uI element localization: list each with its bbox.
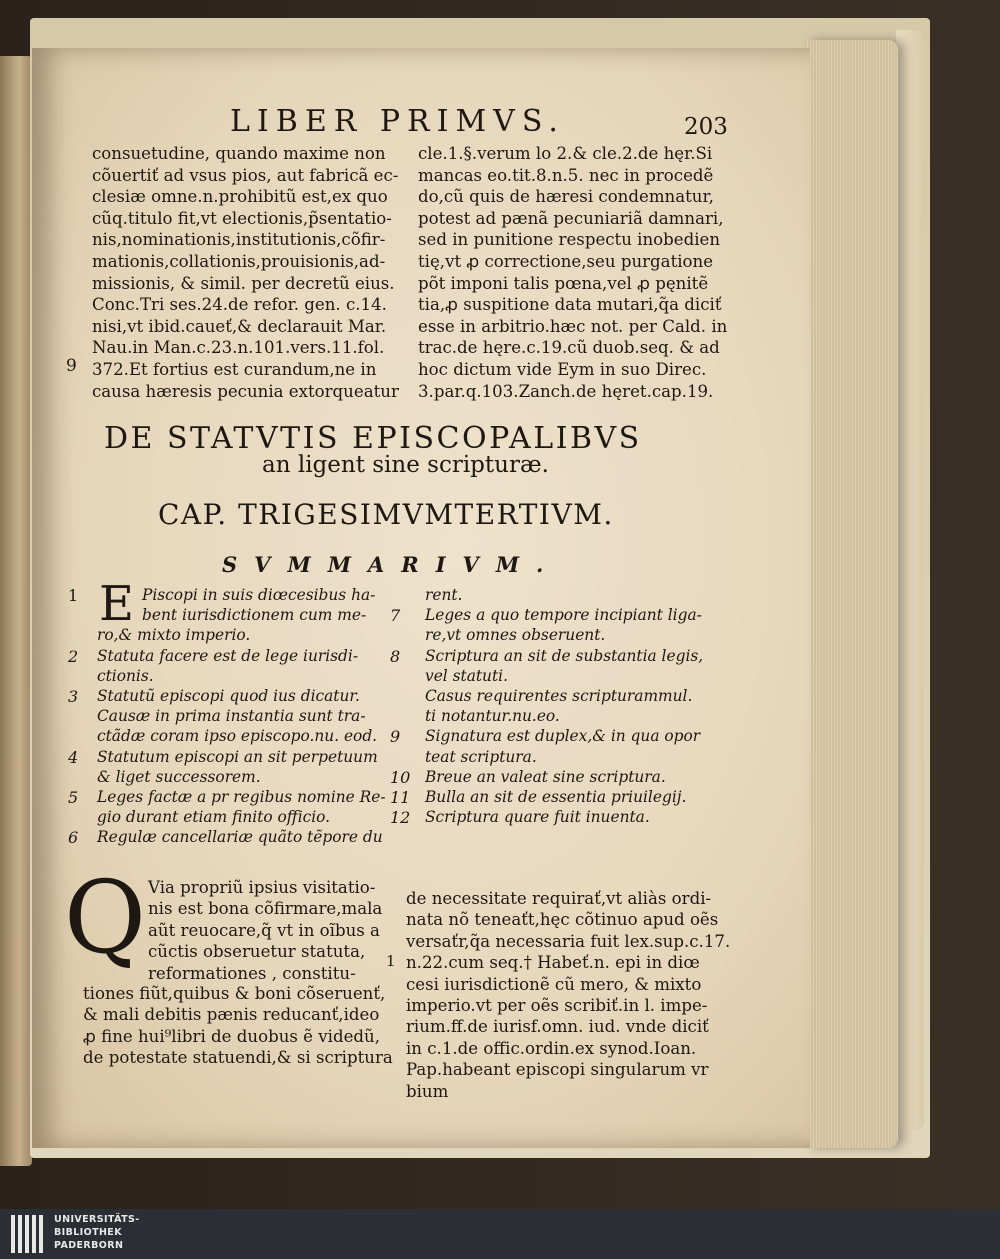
summary-line: Statuta facere est de lege iurisdi- <box>97 646 359 665</box>
summary-line: teat scriptura. <box>425 747 537 766</box>
institution-line: BIBLIOTHEK <box>54 1227 122 1238</box>
summary-number: 4 <box>68 747 79 767</box>
text-line: aũt reuocare,q̃ vt in oĩbus a <box>148 920 380 940</box>
summary-number: 5 <box>68 788 79 807</box>
text-line: bium <box>406 1081 449 1101</box>
fore-edge <box>896 30 924 1130</box>
text-line: hoc dictum vide Eym in suo Direc. <box>418 359 707 379</box>
summary-line: ro,& mixto imperio. <box>97 626 251 645</box>
body-margin-number: 1 <box>386 952 396 970</box>
text-line: cõuertiť ad vsus pios, aut fabricã ec- <box>92 165 399 185</box>
summary-line: Leges a quo tempore incipiant liga- <box>425 606 702 625</box>
summary-line: Statutum episcopi an sit perpetuum <box>97 747 378 766</box>
text-line: Conc.Tri ses.24.de refor. gen. c.14. <box>92 295 387 315</box>
summary-line: Breue an valeat sine scriptura. <box>425 767 666 786</box>
text-line: cũq.titulo fit,vt electionis,p̃sentatio- <box>92 208 392 228</box>
text-line: Via propriũ ipsius visitatio- <box>148 878 376 897</box>
summary-line: & liget successorem. <box>97 767 261 786</box>
summary-line: re,vt omnes obseruent. <box>425 626 606 645</box>
summary-line: Bulla an sit de essentia priuilegij. <box>425 788 687 806</box>
summary-line: Piscopi in suis diœcesibus ha- <box>142 586 376 604</box>
summary-number: 3 <box>68 687 79 706</box>
summary-line: ctionis. <box>97 666 154 685</box>
text-line: potest ad pænã pecuniariã damnari, <box>418 208 724 228</box>
text-line: sed in punitione respectu inobedien <box>418 230 721 250</box>
footer-bar <box>0 1209 1000 1259</box>
text-line: cesi iurisdictionẽ cũ mero, & mixto <box>406 974 702 994</box>
institution-line: PADERBORN <box>54 1240 124 1251</box>
page-number: 203 <box>684 114 728 140</box>
summary-line: gio durant etiam finito officio. <box>97 808 331 827</box>
body-left-full <box>83 983 393 1069</box>
margin-number: 9 <box>66 356 77 376</box>
text-line: de necessitate requirať,vt aliàs ordi- <box>406 889 712 908</box>
text-line: consuetudine, quando maxime non <box>92 144 386 163</box>
text-line: n.22.cum seq.† Habeť.n. epi in diœ <box>406 953 700 973</box>
text-line: mationis,collationis,prouisionis,ad- <box>92 251 386 271</box>
summary-line: Scriptura quare fuit inuenta. <box>425 808 650 827</box>
text-line: ꝓ fine hui⁹libri de duobus ẽ videdũ, <box>83 1026 380 1046</box>
summary-line: Statutũ episcopi quod ius dicatur. <box>97 687 360 705</box>
text-line: 3.par.q.103.Zanch.de hęret.cap.19. <box>418 381 714 401</box>
summary-line: rent. <box>425 586 463 604</box>
text-line: nisi,vt ibid.caueť,& declarauit Mar. <box>92 316 387 336</box>
summary-number: 9 <box>390 727 401 747</box>
top-left-column <box>92 143 399 402</box>
text-line: in c.1.de offic.ordin.ex synod.Ioan. <box>406 1038 697 1058</box>
text-line: de potestate statuendi,& si scriptura <box>83 1048 393 1068</box>
text-line: imperio.vt per oẽs scribiť.in l. impe- <box>406 996 708 1016</box>
text-line: mancas eo.tit.8.n.5. nec in procedẽ <box>418 165 714 185</box>
summary-number: 6 <box>68 828 79 848</box>
summary-line: ctãdæ coram ipso episcopo.nu. eod. <box>97 727 378 746</box>
summary-line: vel statuti. <box>425 666 508 685</box>
drop-cap-initial: Q <box>64 859 146 976</box>
text-line: tię,vt ꝓ correctione,seu purgatione <box>418 251 714 271</box>
summary-line: bent iurisdictionem cum me- <box>142 606 367 625</box>
text-line: cle.1.§.verum lo 2.& cle.2.de hęr.Si <box>418 144 713 163</box>
institution-line: UNIVERSITÄTS- <box>54 1214 140 1225</box>
library-logo-icon <box>8 1213 48 1255</box>
chapter-number: CAP. TRIGESIMVMTERTIVM. <box>158 498 614 531</box>
text-line: & mali debitis pænis reducanť,ideo <box>83 1005 380 1025</box>
summary-number: 12 <box>390 808 411 828</box>
summary-number: 1 <box>68 586 79 605</box>
text-line: tiones fiũt,quibus & boni cõseruenť, <box>83 984 386 1003</box>
summarium-initial: E <box>99 576 135 632</box>
text-line: cũctis obseruetur statuta, <box>148 942 366 962</box>
text-line: Nau.in Man.c.23.n.101.vers.11.fol. <box>92 338 385 358</box>
text-line: 372.Et fortius est curandum,ne in <box>92 359 377 379</box>
text-line: põt imponi talis pœna,vel ꝓ pęnitẽ <box>418 273 709 293</box>
summary-number: 11 <box>390 788 411 807</box>
text-line: nis,nominationis,institutionis,cõfir- <box>92 230 386 250</box>
summary-line: ti notantur.nu.eo. <box>425 707 560 726</box>
summary-line: Leges factæ a pr regibus nomine Re- <box>97 788 386 806</box>
summary-line: Signatura est duplex,& in qua opor <box>425 727 701 746</box>
text-line: do,cũ quis de hæresi condemnatur, <box>418 187 714 207</box>
text-line: nata nõ teneaťt,hęc cõtinuo apud oẽs <box>406 910 719 930</box>
left-page-edge <box>0 56 32 1166</box>
chapter-subtitle: an ligent sine scripturæ. <box>262 452 549 478</box>
text-line: reformationes , constitu- <box>148 963 356 983</box>
body-left-indented <box>148 877 382 984</box>
text-line: rium.ff.de iurisf.omn. iud. vnde diciť <box>406 1017 709 1037</box>
text-line: esse in arbitrio.hæc not. per Cald. in <box>418 316 728 336</box>
page-block-edges <box>806 40 898 1148</box>
summary-number: 10 <box>390 767 411 787</box>
summary-line: Casus requirentes scripturammul. <box>425 687 693 705</box>
institution-name <box>54 1213 140 1252</box>
text-line: Pap.habeant episcopi singularum vr <box>406 1060 709 1080</box>
summary-number: 7 <box>390 606 401 626</box>
text-line: nis est bona cõfirmare,mala <box>148 899 383 919</box>
text-line: clesiæ omne.n.prohibitũ est,ex quo <box>92 187 388 207</box>
running-title: LIBER PRIMVS. <box>230 104 565 139</box>
body-right-column <box>406 888 730 1102</box>
text-line: causa hæresis pecunia extorqueatur <box>92 381 399 401</box>
top-right-column <box>418 143 727 402</box>
summary-number: 8 <box>390 646 401 666</box>
text-line: missionis, & simil. per decretũ eius. <box>92 273 395 293</box>
summary-line: Scriptura an sit de substantia legis, <box>425 646 704 665</box>
text-line: versaťr,q̃a necessaria fuit lex.sup.c.17. <box>406 931 731 951</box>
summary-line: Causæ in prima instantia sunt tra- <box>97 707 366 726</box>
text-line: trac.de hęre.c.19.cũ duob.seq. & ad <box>418 338 720 358</box>
summary-line: Regulæ cancellariæ quãto tẽpore du <box>97 828 383 847</box>
summary-number: 2 <box>68 646 79 666</box>
text-line: tia,ꝓ suspitione data mutari,q̃a diciť <box>418 295 722 315</box>
summarium-heading: SVMMARIVM. <box>222 552 561 577</box>
chapter-heading: DE STATVTIS EPISCOPALIBVS <box>104 421 642 456</box>
